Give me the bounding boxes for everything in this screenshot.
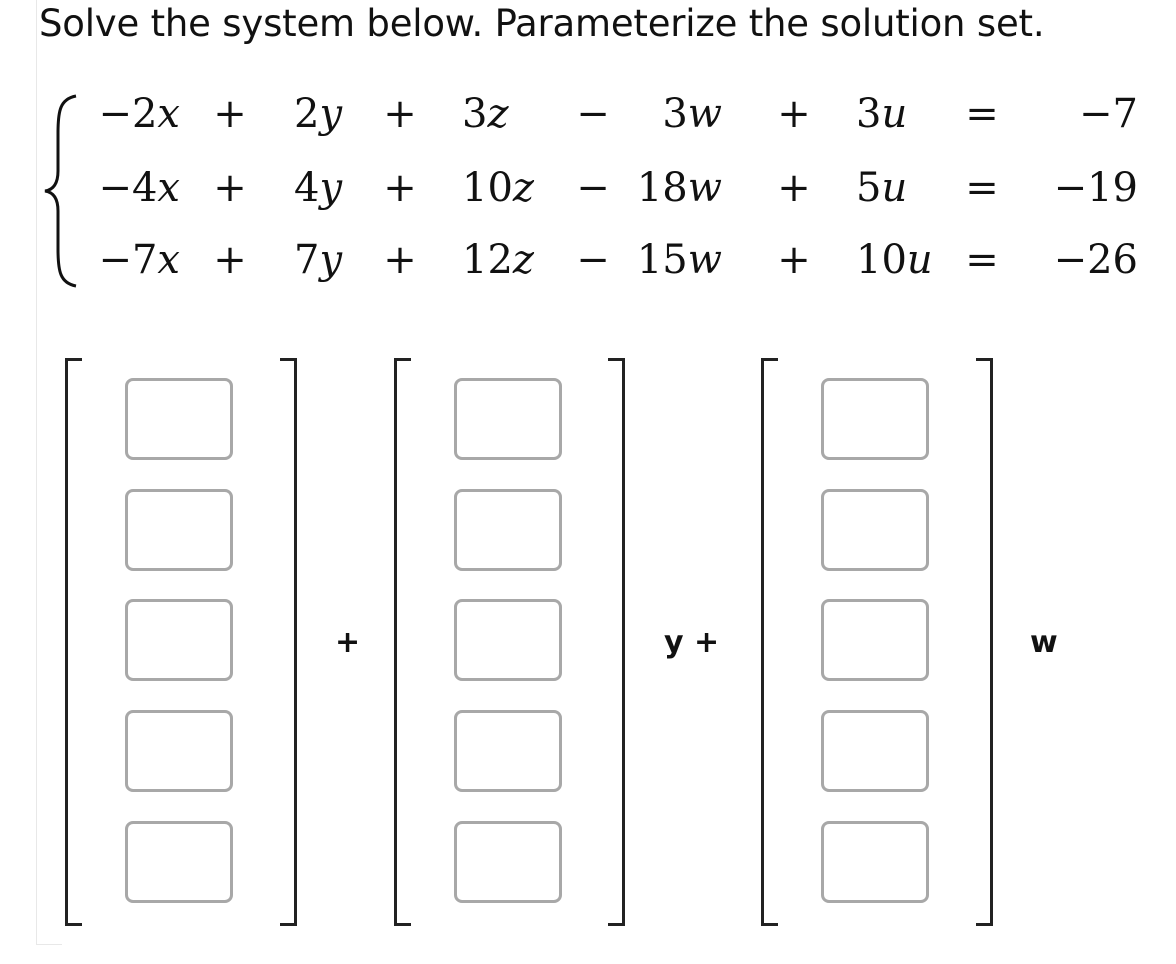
vector-3-entry-2[interactable] — [821, 489, 929, 571]
plus-sign: + — [213, 91, 247, 137]
vector-1-suffix: + — [335, 625, 361, 660]
vector-1-left-bracket — [65, 358, 82, 926]
plus-sign: + — [383, 91, 417, 137]
vector-1-entry-4[interactable] — [125, 710, 233, 792]
coef-x-row-2: −4𝑥 — [98, 165, 180, 211]
plus-sign: + — [383, 165, 417, 211]
equals-sign: = — [965, 165, 999, 211]
vector-3-entry-5[interactable] — [821, 821, 929, 903]
coef-x-row-3: −7𝑥 — [98, 237, 180, 283]
vector-3-entry-4[interactable] — [821, 710, 929, 792]
vector-1-entry-5[interactable] — [125, 821, 233, 903]
coef-w-row-3: 15𝑤 — [636, 237, 722, 283]
plus-sign: + — [383, 237, 417, 283]
rhs-row-1: −7 — [1079, 91, 1138, 137]
vector-2-entry-2[interactable] — [454, 489, 562, 571]
equals-sign: = — [965, 91, 999, 137]
rhs-row-3: −26 — [1053, 237, 1138, 283]
vector-3-right-bracket — [976, 358, 993, 926]
rhs-row-2: −19 — [1053, 165, 1138, 211]
vector-2-right-bracket — [608, 358, 625, 926]
vector-3-entry-3[interactable] — [821, 599, 929, 681]
minus-sign: − — [576, 237, 610, 283]
vector-2-entry-5[interactable] — [454, 821, 562, 903]
plus-sign: + — [777, 165, 811, 211]
minus-sign: − — [576, 91, 610, 137]
bottom-border — [36, 944, 62, 945]
plus-sign: + — [777, 237, 811, 283]
plus-sign: + — [213, 237, 247, 283]
system-brace — [42, 93, 80, 289]
vector-2-entry-3[interactable] — [454, 599, 562, 681]
coef-x-row-1: −2𝑥 — [98, 91, 180, 137]
coef-u-row-2: 5𝑢 — [856, 165, 908, 211]
plus-sign: + — [777, 91, 811, 137]
vector-3-suffix: w — [1030, 625, 1058, 660]
vector-2-entry-4[interactable] — [454, 710, 562, 792]
vector-3-entry-1[interactable] — [821, 378, 929, 460]
coef-y-row-1: 2𝑦 — [294, 91, 343, 137]
coef-y-row-3: 7𝑦 — [294, 237, 343, 283]
coef-w-row-2: 18𝑤 — [636, 165, 722, 211]
coef-u-row-3: 10𝑢 — [856, 237, 933, 283]
left-border — [36, 0, 37, 945]
vector-1-entry-3[interactable] — [125, 599, 233, 681]
coef-z-row-3: 12𝑧 — [462, 237, 534, 283]
coef-u-row-1: 3𝑢 — [856, 91, 908, 137]
vector-1-entry-1[interactable] — [125, 378, 233, 460]
plus-sign: + — [213, 165, 247, 211]
coef-w-row-1: 3𝑤 — [662, 91, 722, 137]
coef-y-row-2: 4𝑦 — [294, 165, 343, 211]
question-prompt: Solve the system below. Parameterize the solution set. — [39, 2, 1045, 45]
vector-2-entry-1[interactable] — [454, 378, 562, 460]
coef-z-row-1: 3𝑧 — [462, 91, 509, 137]
coef-z-row-2: 10𝑧 — [462, 165, 534, 211]
vector-1-entry-2[interactable] — [125, 489, 233, 571]
minus-sign: − — [576, 165, 610, 211]
vector-1-right-bracket — [280, 358, 297, 926]
vector-2-left-bracket — [394, 358, 411, 926]
equals-sign: = — [965, 237, 999, 283]
vector-3-left-bracket — [761, 358, 778, 926]
vector-2-suffix: y + — [664, 625, 720, 660]
